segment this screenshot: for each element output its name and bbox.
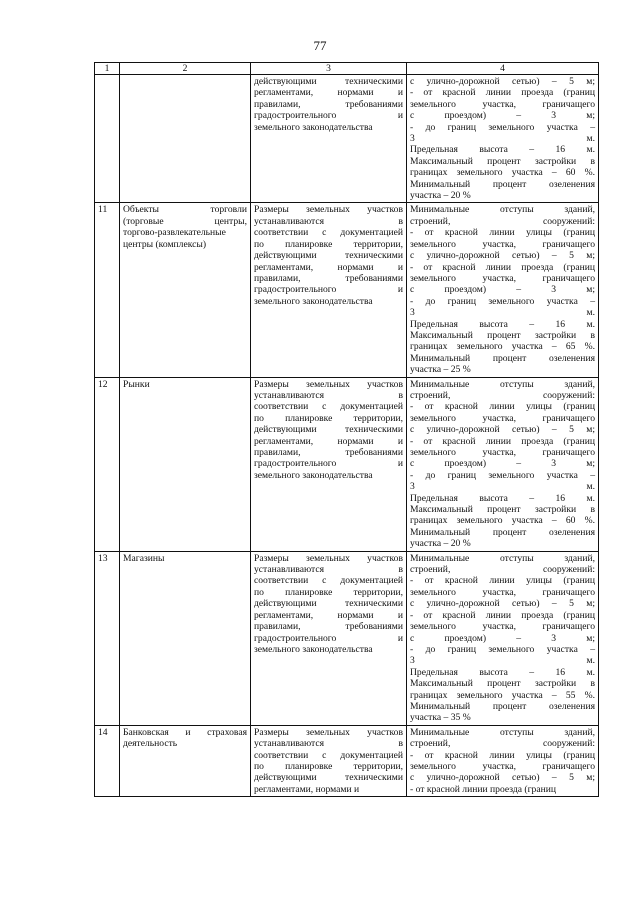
header-col-2: 2	[120, 63, 251, 75]
land-plot-size-line: регламентами, нормами и	[254, 87, 403, 99]
construction-params-line: земельного участка, граничащего	[410, 238, 595, 250]
construction-params-line: Минимальные отступы зданий,	[410, 378, 595, 390]
object-type-line: Банковская и страховая	[123, 726, 247, 738]
header-col-1: 1	[95, 63, 120, 75]
land-plot-size-line: правилами, требованиями	[254, 447, 403, 458]
land-plot-size-line: действующими техническими	[254, 250, 403, 262]
page-number: 77	[313, 38, 327, 53]
land-plot-size-line: Размеры земельных участков	[254, 552, 403, 564]
construction-params-line: с проездом) – 3 м;	[410, 458, 595, 470]
construction-params-line: 3 м.	[410, 307, 595, 319]
object-type-line: Объекты торговли	[123, 204, 247, 216]
construction-params-line: земельного участка, граничащего	[410, 447, 595, 458]
construction-params-cell	[407, 725, 599, 796]
land-plot-size-line: Размеры земельных участков	[254, 378, 403, 390]
land-plot-size-cell	[251, 551, 407, 725]
object-type-line: деятельность	[123, 738, 178, 750]
land-plot-size-line: градостроительного и	[254, 458, 403, 470]
land-plot-size-line: по планировке территории,	[254, 238, 403, 250]
construction-params-line: 3 м.	[410, 655, 595, 667]
construction-params-line: с улично-дорожной сетью) – 5 м;	[410, 424, 595, 436]
construction-params-line: - от красной линии проезда (границ	[410, 783, 556, 795]
land-plot-size-line: действующими техническими	[254, 772, 403, 784]
construction-params-line: - до границ земельного участка –	[410, 121, 595, 133]
land-plot-size-line: правилами, требованиями	[254, 272, 403, 284]
land-plot-size-line: земельного законодательства	[254, 121, 373, 133]
construction-params-line: с улично-дорожной сетью) – 5 м;	[410, 772, 595, 784]
construction-params-line: Предельная высота – 16 м.	[410, 492, 595, 504]
land-plot-size-line: регламентами, нормами и	[254, 261, 403, 273]
land-plot-size-line: устанавливаются в	[254, 564, 403, 576]
land-plot-size-line: соответствии с документацией	[254, 575, 403, 587]
construction-params-line: границах земельного участка – 60 %.	[410, 167, 595, 179]
construction-params-line: участка – 25 %	[410, 364, 471, 376]
object-type-line: торгово-развлекательные	[123, 227, 226, 239]
construction-params-line: - до границ земельного участка –	[410, 469, 595, 481]
construction-params-line: Максимальный процент застройки в	[410, 678, 595, 690]
construction-params-line: строений, сооружений:	[410, 389, 595, 401]
construction-params-line: Минимальный процент озеленения	[410, 178, 595, 190]
regulations-table	[94, 62, 599, 797]
object-type-line: центры (комплексы)	[123, 238, 207, 250]
construction-params-line: Минимальный процент озеленения	[410, 352, 595, 364]
land-plot-size-line: правилами, требованиями	[254, 98, 403, 110]
land-plot-size-line: регламентами, нормами и	[254, 435, 403, 447]
construction-params-line: Минимальный процент озеленения	[410, 700, 595, 712]
table-row	[95, 551, 599, 725]
construction-params-line: с проездом) – 3 м;	[410, 110, 595, 122]
construction-params-line: с проездом) – 3 м;	[410, 284, 595, 296]
land-plot-size-line: земельного законодательства	[254, 643, 373, 655]
land-plot-size-line: устанавливаются в	[254, 389, 403, 401]
construction-params-line: - от красной линии проезда (границ	[410, 609, 595, 621]
construction-params-line: - от красной линии улицы (границ	[410, 575, 595, 587]
construction-params-line: с улично-дорожной сетью) – 5 м;	[410, 250, 595, 262]
object-type-line: (торговые центры,	[123, 215, 247, 227]
header-col-3: 3	[251, 63, 407, 75]
object-type-line: Магазины	[123, 552, 165, 564]
land-plot-size-line: Размеры земельных участков	[254, 204, 403, 216]
land-plot-size-line: действующими техническими	[254, 598, 403, 610]
land-plot-size-line: соответствии с документацией	[254, 401, 403, 413]
land-plot-size-cell	[251, 75, 407, 203]
construction-params-cell	[407, 75, 599, 203]
table-body	[95, 75, 599, 797]
row-number: 12	[95, 377, 120, 551]
construction-params-line: с улично-дорожной сетью) – 5 м;	[410, 76, 595, 87]
land-plot-size-line: Размеры земельных участков	[254, 726, 403, 738]
construction-params-line: Минимальный процент озеленения	[410, 526, 595, 538]
land-plot-size-cell	[251, 377, 407, 551]
land-plot-size-line: регламентами, нормами и	[254, 609, 403, 621]
construction-params-line: - от красной линии проезда (границ	[410, 435, 595, 447]
land-plot-size-line: действующими техническими	[254, 424, 403, 436]
construction-params-line: земельного участка, граничащего	[410, 272, 595, 284]
land-plot-size-line: регламентами, нормами и	[254, 783, 360, 795]
land-plot-size-line: по планировке территории,	[254, 412, 403, 424]
row-number: 13	[95, 551, 120, 725]
construction-params-cell	[407, 203, 599, 377]
object-type-cell	[120, 551, 251, 725]
construction-params-line: 3 м.	[410, 133, 595, 145]
land-plot-size-line: правилами, требованиями	[254, 621, 403, 633]
construction-params-line: с проездом) – 3 м;	[410, 632, 595, 644]
header-col-4: 4	[407, 63, 599, 75]
object-type-cell	[120, 203, 251, 377]
land-plot-size-line: соответствии с документацией	[254, 227, 403, 239]
object-type-cell	[120, 75, 251, 203]
construction-params-line: Максимальный процент застройки в	[410, 504, 595, 516]
construction-params-line: Максимальный процент застройки в	[410, 155, 595, 167]
table-row	[95, 377, 599, 551]
construction-params-line: строений, сооружений:	[410, 215, 595, 227]
construction-params-line: Минимальные отступы зданий,	[410, 552, 595, 564]
land-plot-size-line: градостроительного и	[254, 632, 403, 644]
construction-params-line: - от красной линии проезда (границ	[410, 261, 595, 273]
construction-params-line: Предельная высота – 16 м.	[410, 318, 595, 330]
construction-params-line: - до границ земельного участка –	[410, 295, 595, 307]
construction-params-line: границах земельного участка – 60 %.	[410, 515, 595, 527]
construction-params-line: с улично-дорожной сетью) – 5 м;	[410, 598, 595, 610]
construction-params-line: земельного участка, граничащего	[410, 412, 595, 424]
land-plot-size-cell	[251, 725, 407, 796]
row-number: 14	[95, 725, 120, 796]
table-row	[95, 203, 599, 377]
construction-params-line: - от красной линии улицы (границ	[410, 401, 595, 413]
construction-params-line: Минимальные отступы зданий,	[410, 204, 595, 216]
land-plot-size-line: действующими техническими	[254, 76, 403, 87]
construction-params-line: участка – 20 %	[410, 538, 471, 550]
construction-params-line: границах земельного участка – 65 %.	[410, 341, 595, 353]
table-header-row	[95, 63, 599, 75]
construction-params-cell	[407, 377, 599, 551]
land-plot-size-line: по планировке территории,	[254, 760, 403, 772]
land-plot-size-line: градостроительного и	[254, 110, 403, 122]
row-number: 11	[95, 203, 120, 377]
construction-params-line: - до границ земельного участка –	[410, 643, 595, 655]
construction-params-line: земельного участка, граничащего	[410, 760, 595, 772]
land-plot-size-line: земельного законодательства	[254, 295, 373, 307]
construction-params-line: - от красной линии улицы (границ	[410, 749, 595, 761]
construction-params-line: - от красной линии улицы (границ	[410, 227, 595, 239]
table-row	[95, 725, 599, 796]
land-plot-size-line: устанавливаются в	[254, 215, 403, 227]
row-number	[95, 75, 120, 203]
land-plot-size-line: по планировке территории,	[254, 586, 403, 598]
construction-params-line: строений, сооружений:	[410, 564, 595, 576]
construction-params-line: границах земельного участка – 55 %.	[410, 689, 595, 701]
land-plot-size-line: градостроительного и	[254, 284, 403, 296]
construction-params-line: Максимальный процент застройки в	[410, 329, 595, 341]
construction-params-line: Минимальные отступы зданий,	[410, 726, 595, 738]
construction-params-line: земельного участка, граничащего	[410, 621, 595, 633]
table-row	[95, 75, 599, 203]
construction-params-line: - от красной линии проезда (границ	[410, 87, 595, 99]
construction-params-line: участка – 35 %	[410, 712, 471, 724]
land-plot-size-line: земельного законодательства	[254, 469, 373, 481]
construction-params-line: строений, сооружений:	[410, 738, 595, 750]
object-type-line: Рынки	[123, 378, 150, 390]
object-type-cell	[120, 377, 251, 551]
construction-params-line: земельного участка, граничащего	[410, 586, 595, 598]
object-type-cell	[120, 725, 251, 796]
construction-params-line: Предельная высота – 16 м.	[410, 144, 595, 156]
land-plot-size-cell	[251, 203, 407, 377]
land-plot-size-line: устанавливаются в	[254, 738, 403, 750]
construction-params-line: участка – 20 %	[410, 190, 471, 202]
construction-params-line: Предельная высота – 16 м.	[410, 666, 595, 678]
construction-params-line: земельного участка, граничащего	[410, 98, 595, 110]
construction-params-cell	[407, 551, 599, 725]
construction-params-line: 3 м.	[410, 481, 595, 493]
land-plot-size-line: соответствии с документацией	[254, 749, 403, 761]
